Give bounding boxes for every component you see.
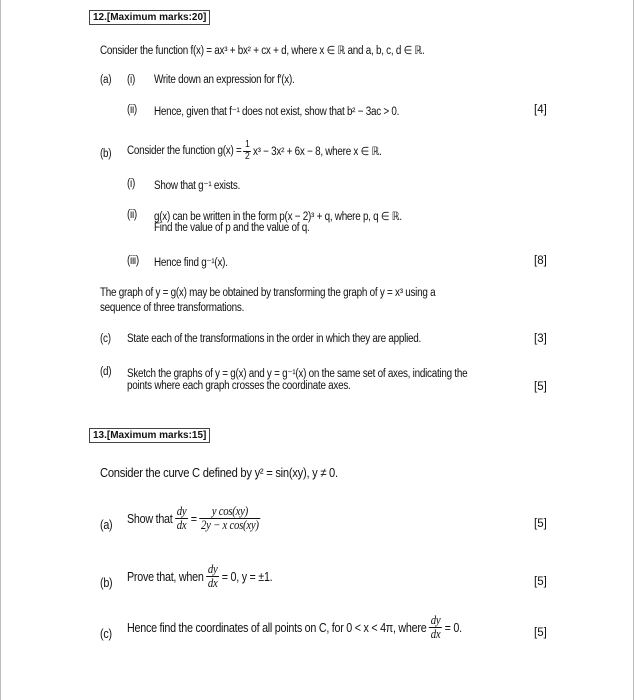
q12-b-frac-den: 2 [244,150,250,162]
q12-a-marks: [4] [534,104,547,116]
q12-b-i-label: (i) [127,178,136,190]
q12-transform-line1: The graph of y = g(x) may be obtained by transforming the graph of y = x³ using a [100,287,436,299]
q13-c-den: dx [430,627,441,642]
q13-intro: Consider the curve C defined by y² = sin(xy), y ≠ 0. [100,465,338,480]
q13-c-label: (c) [100,627,112,641]
q12-b-label: (b) [100,148,112,160]
q13-b-pre: Prove that, when [127,569,204,584]
q13-b-post: = 0, y = ±1. [221,569,273,584]
q13-a-label: (a) [100,518,113,532]
q12-d-line1: Sketch the graphs of y = g(x) and y = g⁻¹(x) on the same set of axes, indicating the [127,368,468,380]
q13-a-lhs-den: dx [176,518,187,533]
q13-a-rhs-num: y cos(xy) [199,505,260,519]
q13-a-marks: [5] [534,518,547,530]
q13-b-label: (b) [100,576,113,590]
q13-b-fraction [206,563,219,590]
q13-a-lhs-num: dy [176,504,187,518]
q12-b-intro [127,140,382,162]
q13-a-rhs-den: 2y − x cos(xy) [201,518,259,533]
q12-a-i-text: Write down an expression for f′(x). [154,74,295,86]
q13-c-post: = 0. [444,620,462,635]
q12-intro: Consider the function f(x) = ax³ + bx² + cx + d, where x ∈ ℝ and a, b, c, d ∈ ℝ. [100,45,425,57]
q13-c-fraction [429,614,442,641]
q12-a-i-label: (i) [127,74,136,86]
q12-b-ii-label: (ii) [127,209,137,221]
q12-c-text: State each of the transformations in the order in which they are applied. [127,333,421,345]
q13-b-marks: [5] [534,576,547,588]
q12-a-ii-label: (ii) [127,104,137,116]
q12-d-label: (d) [100,366,112,378]
q13-header: 13.[Maximum marks:15] [89,428,210,443]
q12-c-label: (c) [100,333,111,345]
q12-b-marks: [8] [534,255,547,267]
q13-c-marks: [5] [534,627,547,639]
q13-b-num: dy [207,562,218,576]
q13-c-pre: Hence find the coordinates of all points on C, for 0 < x < 4π, where [127,620,427,635]
q12-a-ii-text: Hence, given that f⁻¹ does not exist, show that b² − 3ac > 0. [154,106,400,118]
q13-a-rhs-fraction [199,505,260,532]
q12-b-frac-num: 1 [244,139,250,150]
q13-a-lhs-fraction [175,505,188,532]
q13-c-statement [127,614,462,641]
q12-b-fraction [243,140,251,162]
q12-b-ii-line2: Find the value of p and the value of q. [154,222,310,234]
q12-transform-line2: sequence of three transformations. [100,302,245,314]
q12-b-intro-pre: Consider the function g(x) = [127,145,242,157]
q13-a-statement: Show that $\frac{dy}{dx}$ = $\frac{\text{y cos(xy)}}{\text{2y − x cos(xy)}}$ [127,504,259,533]
q12-header: 12.[Maximum marks:20] [89,10,210,25]
q12-d-marks: [5] [534,381,547,393]
q13-b-den: dx [207,576,218,591]
q12-c-marks: [3] [534,333,547,345]
q13-a-pre: Show that [127,511,173,526]
q13-b-statement [127,563,272,590]
q12-b-iii-label: (iii) [127,255,139,267]
q12-a-label: (a) [100,74,112,86]
q12-d-line2: points where each graph crosses the coordinate axes. [127,380,351,392]
q12-b-ii-line1: g(x) can be written in the form p(x − 2)³ + q, where p, q ∈ ℝ. [154,211,402,223]
q12-b-i-text: Show that g⁻¹ exists. [154,180,241,192]
q13-c-num: dy [430,613,441,627]
q12-b-intro-post: x³ − 3x² + 6x − 8, where x ∈ ℝ. [252,146,382,158]
q12-b-iii-text: Hence find g⁻¹(x). [154,257,228,269]
